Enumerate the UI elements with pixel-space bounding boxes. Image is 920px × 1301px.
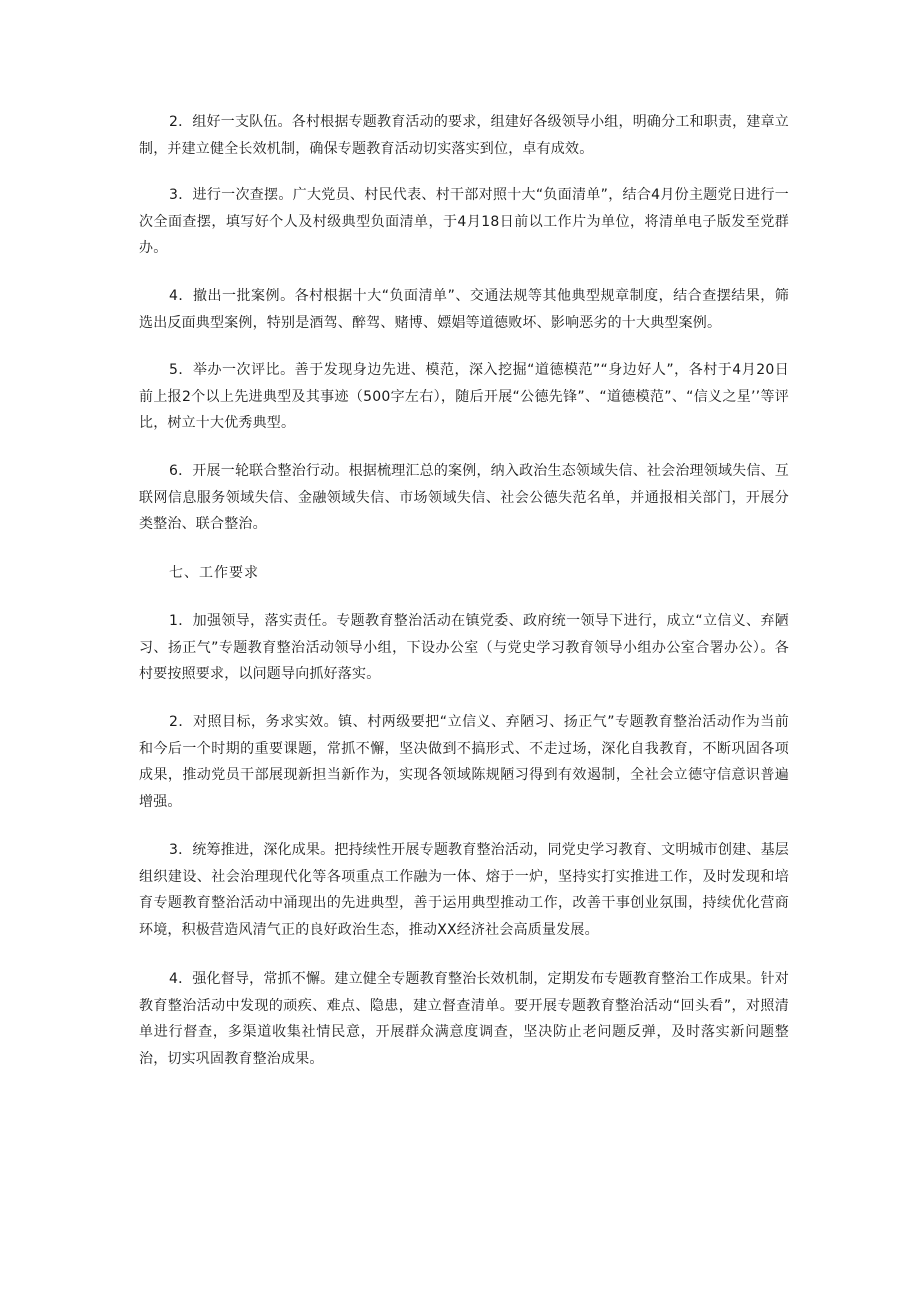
requirement-4-paragraph: 4．强化督导，常抓不懈。建立健全专题教育整治长效机制，定期发布专题教育整治工作成果。针对教育整治活动中发现的顽疾、难点、隐患，建立督查清单。要开展专题教育整治活动“回头看”，对照清单进行督查，多渠道收集社情民意，开展群众满意度调查，坚决防止老问题反弹，及时落实新问题整治，切实巩固教育整治成果。: [139, 971, 789, 1067]
step-3-paragraph: 3．进行一次查摆。广大党员、村民代表、村干部对照十大“负面清单”，结合4月份主题党日进行一次全面查摆，填写好个人及村级典型负面清单，于4月18日前以工作片为单位，将清单电子版发至党群办。: [139, 187, 789, 257]
requirement-3-paragraph: 3．统筹推进，深化成果。把持续性开展专题教育整治活动，同党史学习教育、文明城市创建、基层组织建设、社会治理现代化等各项重点工作融为一体、熔于一炉，坚持实打实推进工作，及时发现和培育专题教育整治活动中涌现出的先进典型，善于运用典型推动工作，改善干事创业氛围，持续优化营商环境，积极营造风清气正的良好政治生态，推动XX经济社会高质量发展。: [139, 842, 789, 938]
step-5-paragraph: 5．举办一次评比。善于发现身边先进、模范，深入挖掘“道德模范”“身边好人”，各村于4月20日前上报2个以上先进典型及其事迹（500字左右），随后开展“公德先锋”、“道德模范”、“信义之星’’等评比，树立十大优秀典型。: [139, 362, 789, 432]
step-4-paragraph: 4．撤出一批案例。各村根据十大“负面清单”、交通法规等其他典型规章制度，结合查摆结果，筛选出反面典型案例，特别是酒驾、醉驾、赌博、嫖娼等道德败坏、影响恶劣的十大典型案例。: [139, 288, 789, 331]
section-heading-work-requirements: 七、工作要求: [169, 565, 259, 581]
step-6-paragraph: 6．开展一轮联合整治行动。根据梳理汇总的案例，纳入政治生态领域失信、社会治理领域失信、互联网信息服务领域失信、金融领域失信、市场领域失信、社会公德失范名单，并通报相关部门，开展分类整治、联合整治。: [139, 463, 789, 533]
step-2-paragraph: 2．组好一支队伍。各村根据专题教育活动的要求，组建好各级领导小组，明确分工和职责，建章立制，并建立健全长效机制，确保专题教育活动切实落实到位，卓有成效。: [139, 114, 789, 157]
requirement-2-paragraph: 2．对照目标，务求实效。镇、村两级要把“立信义、弃陋习、扬正气”专题教育整治活动作为当前和今后一个时期的重要课题，常抓不懈，坚决做到不搞形式、不走过场，深化自我教育，不断巩固各项成果，推动党员干部展现新担当新作为，实现各领域陈规陋习得到有效遏制，全社会立德守信意识普遍增强。: [139, 714, 789, 810]
requirement-1-paragraph: 1．加强领导，落实责任。专题教育整治活动在镇党委、政府统一领导下进行，成立“立信义、弃陋习、扬正气”专题教育整治活动领导小组，下设办公室（与党史学习教育领导小组办公室合署办公）。各村要按照要求，以问题导向抓好落实。: [139, 613, 789, 683]
